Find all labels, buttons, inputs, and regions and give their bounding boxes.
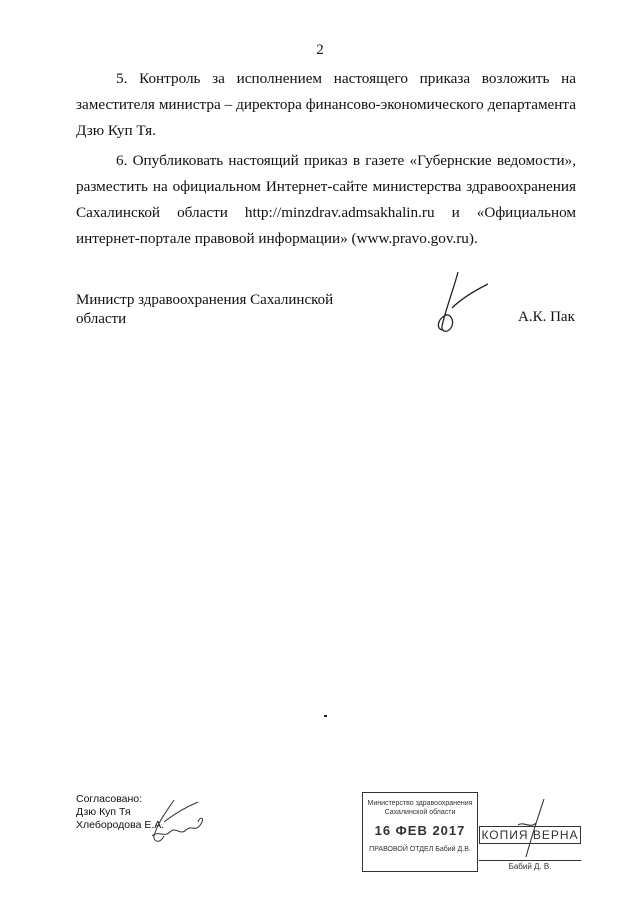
stamp-date: 16 ФЕВ 2017 — [374, 823, 466, 838]
copy-stamp-signer: Бабий Д. В. — [479, 860, 581, 871]
approval-signature — [144, 792, 214, 857]
approval-heading: Согласовано: — [76, 793, 143, 805]
page-number: 2 — [316, 42, 324, 58]
stamp-department: ПРАВОВОЙ ОТДЕЛ Бабий Д.В. — [369, 846, 471, 853]
signatory-title: Министр здравоохранения Сахалинской области — [76, 292, 334, 327]
dot-mark — [324, 715, 327, 717]
registration-stamp — [362, 792, 478, 872]
minister-signature — [428, 268, 498, 351]
approval-name: Дзю Куп Тя — [76, 806, 131, 818]
copy-stamp-label: КОПИЯ ВЕРНА — [479, 826, 581, 844]
paragraph-6: 6. Опубликовать настоящий приказ в газете «Губернские ведомости», разместить на официальном Интернет-сайте министерства здравоохранения Сахалинской области http://minzdrav.admsakhalin.ru и «Официальном интернет-портале правовой информации» (www.pravo.gov.ru). — [76, 152, 576, 247]
paragraph-5: 5. Контроль за исполнением настоящего приказа возложить на заместителя министра – директора финансово-экономического департамента Дзю Куп Тя. — [76, 70, 576, 139]
copy-stamp-signature — [500, 795, 560, 870]
signatory-name: А.К. Пак — [518, 309, 575, 325]
approval-name: Хлебородова Е.А. — [76, 819, 165, 831]
stamp-organization: Министерство здравоохранения Сахалинской области — [367, 800, 473, 816]
